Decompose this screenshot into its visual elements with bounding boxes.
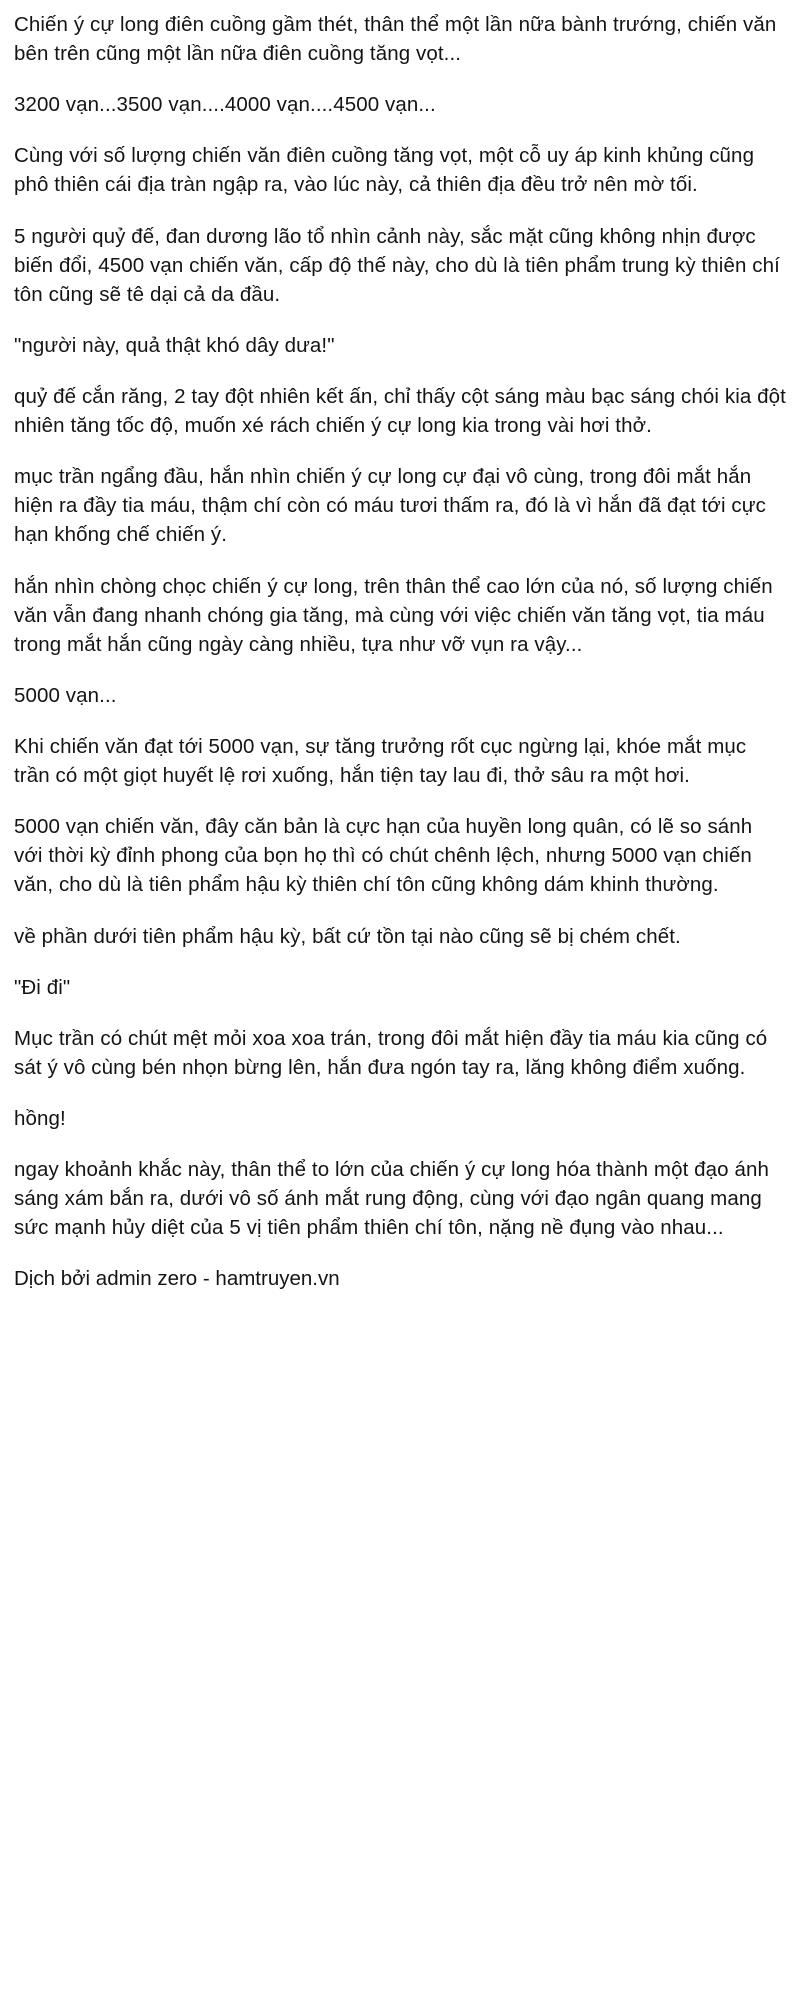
- translator-credit: Dịch bởi admin zero - hamtruyen.vn: [14, 1267, 340, 1291]
- paragraph: hắn nhìn chòng chọc chiến ý cự long, trên thân thể cao lớn của nó, số lượng chiến văn vẫn đang nhanh chóng gia tăng, mà cùng với việc chiến văn tăng vọt, tia máu trong mắt hắn cũng ngày càng nhiều, tựa như vỡ vụn ra vậy...: [14, 574, 773, 656]
- paragraph: 5000 vạn...: [14, 683, 117, 707]
- paragraph: 3200 vạn...3500 vạn....4000 vạn....4500 vạn...: [14, 93, 436, 117]
- paragraph: Mục trần có chút mệt mỏi xoa xoa trán, trong đôi mắt hiện đầy tia máu kia cũng có sát ý vô cùng bén nhọn bừng lên, hắn đưa ngón tay ra, lăng không điểm xuống.: [14, 1026, 768, 1079]
- paragraph: mục trần ngẩng đầu, hắn nhìn chiến ý cự long cự đại vô cùng, trong đôi mắt hắn hiện ra đầy tia máu, thậm chí còn có máu tươi thấm ra, đó là vì hắn đã đạt tới cực hạn khống chế chiến ý.: [14, 465, 766, 547]
- paragraph: 5 người quỷ đế, đan dương lão tổ nhìn cảnh này, sắc mặt cũng không nhịn được biến đổi, 4500 vạn chiến văn, cấp độ thế này, cho dù là tiên phẩm trung kỳ thiên chí tôn cũng sẽ tê dại cả da đầu.: [14, 224, 780, 306]
- paragraph: quỷ đế cắn răng, 2 tay đột nhiên kết ấn, chỉ thấy cột sáng màu bạc sáng chói kia đột nhiên tăng tốc độ, muốn xé rách chiến ý cự long kia trong vài hơi thở.: [14, 384, 786, 438]
- paragraph: 5000 vạn chiến văn, đây căn bản là cực hạn của huyền long quân, có lẽ so sánh với thời kỳ đỉnh phong của bọn họ thì có chút chênh lệch, nhưng 5000 vạn chiến văn, cho dù là tiên phẩm hậu kỳ thiên chí tôn cũng không dám khinh thường.: [14, 815, 753, 897]
- paragraph: Cùng với số lượng chiến văn điên cuồng tăng vọt, một cỗ uy áp kinh khủng cũng phô thiên cái địa tràn ngập ra, vào lúc này, cả thiên địa đều trở nên mờ tối.: [14, 144, 755, 197]
- paragraph: Chiến ý cự long điên cuồng gầm thét, thân thể một lần nữa bành trướng, chiến văn bên trên cũng một lần nữa điên cuồng tăng vọt...: [14, 13, 777, 66]
- paragraph: Khi chiến văn đạt tới 5000 vạn, sự tăng trưởng rốt cục ngừng lại, khóe mắt mục trần có một giọt huyết lệ rơi xuống, hắn tiện tay lau đi, thở sâu ra một hơi.: [14, 734, 747, 788]
- paragraph: "người này, quả thật khó dây dưa!": [14, 333, 335, 357]
- paragraph: "Đi đi": [14, 975, 71, 999]
- chapter-content: [14, 10, 786, 1294]
- paragraph: hồng!: [14, 1106, 66, 1130]
- paragraph: về phần dưới tiên phẩm hậu kỳ, bất cứ tồn tại nào cũng sẽ bị chém chết.: [14, 924, 681, 948]
- paragraph: ngay khoảnh khắc này, thân thể to lớn của chiến ý cự long hóa thành một đạo ánh sáng xám bắn ra, dưới vô số ánh mắt rung động, cùng với đạo ngân quang mang sức mạnh hủy diệt của 5 vị tiên phẩm thiên chí tôn, nặng nề đụng vào nhau...: [14, 1158, 769, 1240]
